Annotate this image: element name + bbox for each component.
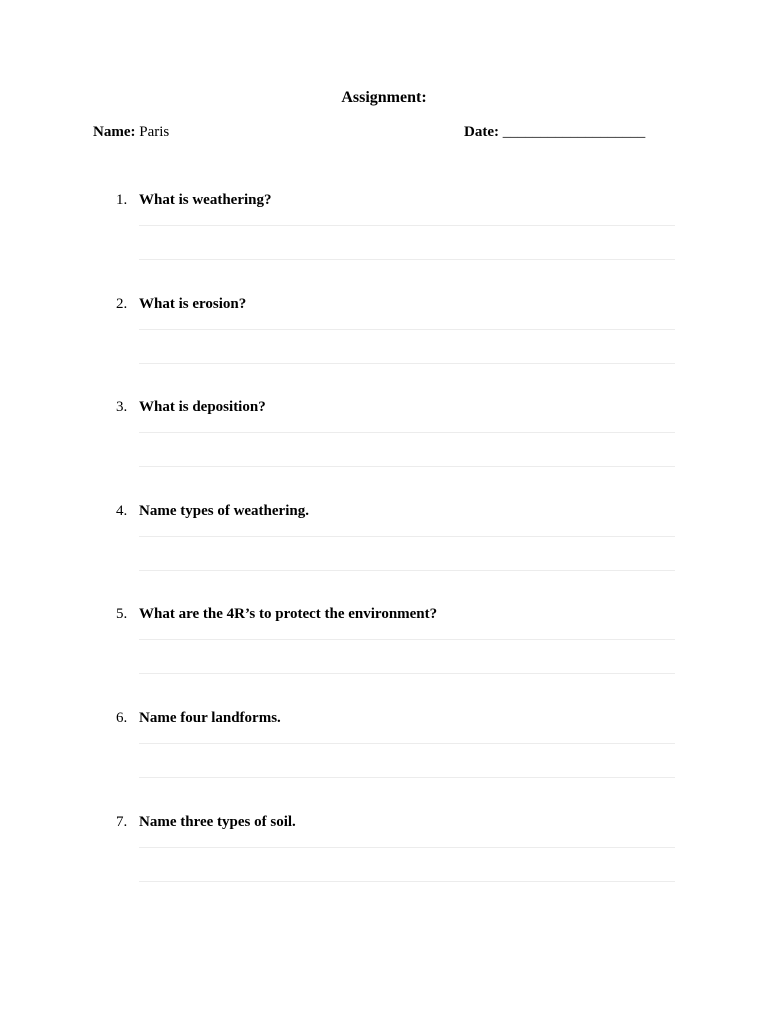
question-item: [0, 597, 768, 701]
question-number: 6.: [116, 709, 128, 726]
question-number: 5.: [116, 606, 128, 623]
question-number: 3.: [116, 399, 128, 416]
question-number: 2.: [116, 295, 128, 312]
answer-line: [139, 225, 675, 226]
question-number: 7.: [116, 813, 128, 830]
question-list: [0, 183, 768, 908]
answer-line: [139, 536, 675, 537]
page-title: Assignment:: [341, 89, 427, 106]
date-line: [464, 123, 645, 141]
answer-line: [139, 570, 675, 571]
name-line: [93, 123, 169, 141]
name-value: Paris: [139, 124, 170, 140]
answer-line: [139, 743, 675, 744]
question-item: [0, 390, 768, 494]
answer-line: [139, 432, 675, 433]
question-text: Name types of weathering.: [139, 502, 309, 519]
question-text: What are the 4R’s to protect the environment?: [139, 606, 438, 623]
answer-line: [139, 259, 675, 260]
answer-line: [139, 329, 675, 330]
question-number: 4.: [116, 502, 128, 519]
name-label: Name:: [93, 124, 136, 140]
question-item: [0, 805, 768, 909]
answer-line: [139, 881, 675, 882]
question-text: Name three types of soil.: [139, 813, 296, 830]
answer-line: [139, 466, 675, 467]
date-blank: ___________________: [502, 124, 646, 140]
question-text: What is weathering?: [139, 192, 272, 208]
answer-line: [139, 847, 675, 848]
question-text: What is erosion?: [139, 295, 247, 312]
question-text: What is deposition?: [139, 399, 266, 416]
answer-line: [139, 639, 675, 640]
answer-line: [139, 363, 675, 364]
question-item: [0, 494, 768, 598]
question-item: [0, 183, 768, 287]
answer-line: [139, 777, 675, 778]
question-number: 1.: [116, 192, 128, 208]
question-text: Name four landforms.: [139, 709, 281, 726]
answer-line: [139, 673, 675, 674]
question-item: [0, 701, 768, 805]
question-item: [0, 287, 768, 391]
date-label: Date:: [464, 124, 499, 140]
